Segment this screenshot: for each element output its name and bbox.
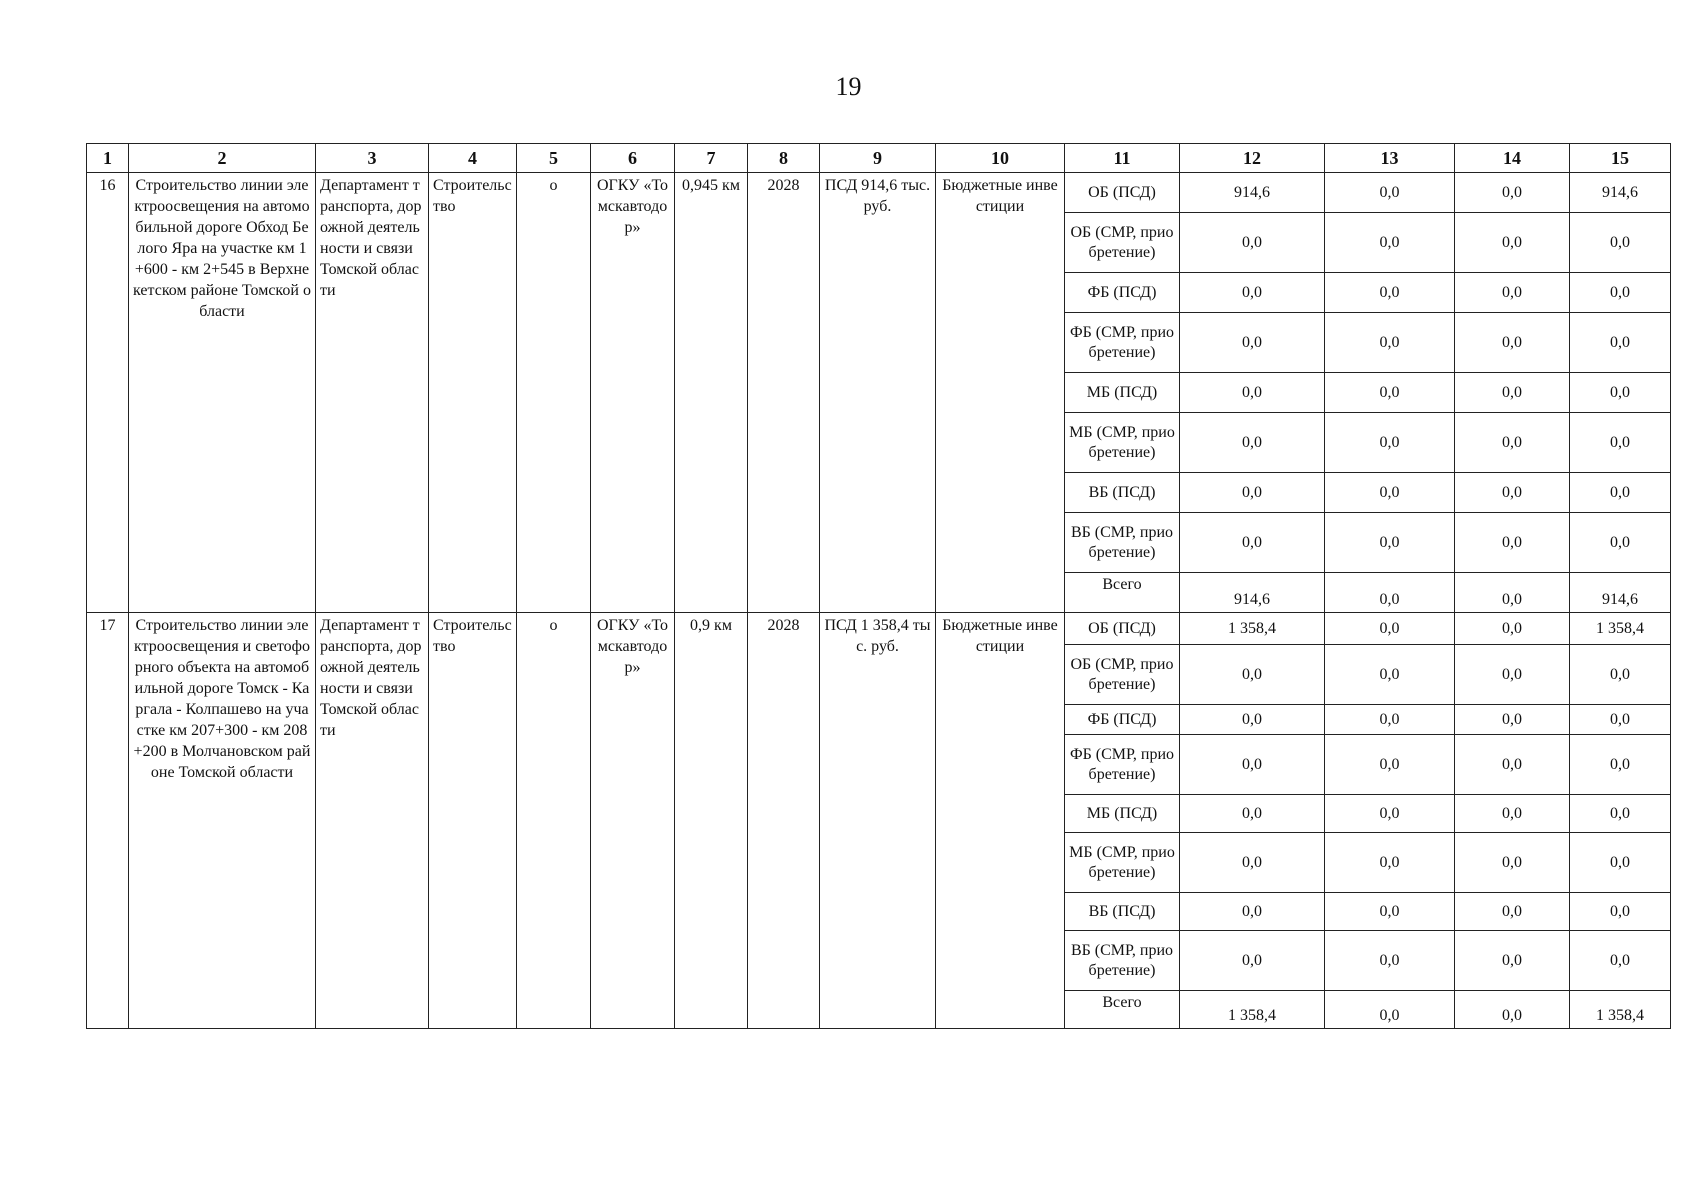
amount-14: 0,0 [1455, 273, 1570, 313]
customer: ОГКУ «Томскавтодор» [591, 173, 675, 613]
column-number: 3 [316, 144, 429, 173]
funding-source: МБ (СМР, приобретение) [1065, 833, 1180, 893]
amount-12: 0,0 [1180, 413, 1325, 473]
department: Департамент транспорта, дорожной деятельности и связи Томской области [316, 173, 429, 613]
work-type: Строительство [429, 173, 517, 613]
total-label: Всего [1065, 573, 1180, 613]
amount-15: 0,0 [1570, 893, 1671, 931]
amount-14: 0,0 [1455, 991, 1570, 1029]
amount-14: 0,0 [1455, 833, 1570, 893]
amount-14: 0,0 [1455, 705, 1570, 735]
amount-14: 0,0 [1455, 573, 1570, 613]
column-number: 11 [1065, 144, 1180, 173]
amount-12: 0,0 [1180, 373, 1325, 413]
amount-12: 914,6 [1180, 173, 1325, 213]
amount-15: 0,0 [1570, 833, 1671, 893]
amount-13: 0,0 [1325, 473, 1455, 513]
amount-13: 0,0 [1325, 735, 1455, 795]
investment-type: Бюджетные инвестиции [936, 613, 1065, 1029]
amount-14: 0,0 [1455, 373, 1570, 413]
funding-source: МБ (ПСД) [1065, 373, 1180, 413]
amount-15: 0,0 [1570, 213, 1671, 273]
amount-12: 0,0 [1180, 795, 1325, 833]
amount-13: 0,0 [1325, 213, 1455, 273]
investment-type: Бюджетные инвестиции [936, 173, 1065, 613]
budget-table [86, 143, 1671, 1029]
estimated-cost: ПСД 914,6 тыс. руб. [820, 173, 936, 613]
funding-source: ВБ (ПСД) [1065, 893, 1180, 931]
year: 2028 [748, 173, 820, 613]
amount-14: 0,0 [1455, 795, 1570, 833]
amount-12: 0,0 [1180, 645, 1325, 705]
amount-13: 0,0 [1325, 273, 1455, 313]
column-number: 5 [517, 144, 591, 173]
funding-source: ФБ (СМР, приобретение) [1065, 735, 1180, 795]
work-type: Строительство [429, 613, 517, 1029]
amount-14: 0,0 [1455, 931, 1570, 991]
amount-15: 0,0 [1570, 413, 1671, 473]
amount-15: 0,0 [1570, 931, 1671, 991]
amount-12: 914,6 [1180, 573, 1325, 613]
column-number: 1 [87, 144, 129, 173]
amount-13: 0,0 [1325, 795, 1455, 833]
amount-14: 0,0 [1455, 613, 1570, 645]
length: 0,945 км [675, 173, 748, 613]
amount-12: 0,0 [1180, 705, 1325, 735]
customer: ОГКУ «Томскавтодор» [591, 613, 675, 1029]
year: 2028 [748, 613, 820, 1029]
amount-12: 0,0 [1180, 735, 1325, 795]
funding-source: МБ (ПСД) [1065, 795, 1180, 833]
funding-row [87, 613, 1671, 645]
amount-15: 914,6 [1570, 173, 1671, 213]
amount-15: 1 358,4 [1570, 613, 1671, 645]
column-number: 13 [1325, 144, 1455, 173]
amount-13: 0,0 [1325, 991, 1455, 1029]
project-name: Строительство линии электроосвещения и светофорного объекта на автомобильной дороге Томск - Каргала - Колпашево на участке км 207+300 - км 208+200 в Молчановском районе Томской области [129, 613, 316, 1029]
amount-15: 0,0 [1570, 313, 1671, 373]
funding-row [87, 173, 1671, 213]
amount-13: 0,0 [1325, 513, 1455, 573]
estimated-cost: ПСД 1 358,4 тыс. руб. [820, 613, 936, 1029]
amount-15: 0,0 [1570, 705, 1671, 735]
funding-source: ВБ (ПСД) [1065, 473, 1180, 513]
column-number: 12 [1180, 144, 1325, 173]
funding-source: ВБ (СМР, приобретение) [1065, 513, 1180, 573]
total-label: Всего [1065, 991, 1180, 1029]
column-5-mark: о [517, 173, 591, 613]
amount-12: 1 358,4 [1180, 613, 1325, 645]
amount-13: 0,0 [1325, 931, 1455, 991]
column-number-row [87, 144, 1671, 173]
amount-14: 0,0 [1455, 645, 1570, 705]
funding-source: ОБ (ПСД) [1065, 173, 1180, 213]
amount-13: 0,0 [1325, 173, 1455, 213]
amount-12: 0,0 [1180, 213, 1325, 273]
column-5-mark: о [517, 613, 591, 1029]
funding-source: ОБ (СМР, приобретение) [1065, 645, 1180, 705]
amount-15: 0,0 [1570, 795, 1671, 833]
funding-source: ФБ (ПСД) [1065, 273, 1180, 313]
amount-12: 0,0 [1180, 313, 1325, 373]
amount-13: 0,0 [1325, 313, 1455, 373]
amount-13: 0,0 [1325, 573, 1455, 613]
project-name: Строительство линии электроосвещения на автомобильной дороге Обход Белого Яра на участке км 1+600 - км 2+545 в Верхнекетском районе Томской области [129, 173, 316, 613]
funding-source: ФБ (СМР, приобретение) [1065, 313, 1180, 373]
amount-13: 0,0 [1325, 645, 1455, 705]
amount-13: 0,0 [1325, 373, 1455, 413]
amount-12: 0,0 [1180, 931, 1325, 991]
page-number: 19 [835, 72, 862, 101]
column-number: 14 [1455, 144, 1570, 173]
column-number: 6 [591, 144, 675, 173]
table-body [87, 144, 1671, 1029]
amount-13: 0,0 [1325, 613, 1455, 645]
column-number: 15 [1570, 144, 1671, 173]
funding-source: ОБ (ПСД) [1065, 613, 1180, 645]
column-number: 8 [748, 144, 820, 173]
funding-source: ОБ (СМР, приобретение) [1065, 213, 1180, 273]
column-number: 7 [675, 144, 748, 173]
column-number: 9 [820, 144, 936, 173]
funding-source: МБ (СМР, приобретение) [1065, 413, 1180, 473]
amount-15: 0,0 [1570, 273, 1671, 313]
amount-12: 0,0 [1180, 833, 1325, 893]
amount-13: 0,0 [1325, 705, 1455, 735]
amount-12: 0,0 [1180, 893, 1325, 931]
amount-14: 0,0 [1455, 173, 1570, 213]
amount-13: 0,0 [1325, 413, 1455, 473]
amount-15: 0,0 [1570, 373, 1671, 413]
amount-15: 0,0 [1570, 645, 1671, 705]
amount-13: 0,0 [1325, 893, 1455, 931]
amount-14: 0,0 [1455, 513, 1570, 573]
project-number: 16 [87, 173, 129, 613]
column-number: 2 [129, 144, 316, 173]
column-number: 10 [936, 144, 1065, 173]
length: 0,9 км [675, 613, 748, 1029]
amount-15: 0,0 [1570, 513, 1671, 573]
amount-12: 0,0 [1180, 273, 1325, 313]
amount-12: 0,0 [1180, 473, 1325, 513]
amount-15: 914,6 [1570, 573, 1671, 613]
amount-15: 0,0 [1570, 473, 1671, 513]
amount-14: 0,0 [1455, 413, 1570, 473]
project-number: 17 [87, 613, 129, 1029]
amount-13: 0,0 [1325, 833, 1455, 893]
amount-15: 1 358,4 [1570, 991, 1671, 1029]
amount-14: 0,0 [1455, 213, 1570, 273]
amount-14: 0,0 [1455, 735, 1570, 795]
amount-14: 0,0 [1455, 473, 1570, 513]
amount-14: 0,0 [1455, 313, 1570, 373]
department: Департамент транспорта, дорожной деятельности и связи Томской области [316, 613, 429, 1029]
amount-14: 0,0 [1455, 893, 1570, 931]
amount-15: 0,0 [1570, 735, 1671, 795]
funding-source: ВБ (СМР, приобретение) [1065, 931, 1180, 991]
amount-12: 1 358,4 [1180, 991, 1325, 1029]
amount-12: 0,0 [1180, 513, 1325, 573]
funding-source: ФБ (ПСД) [1065, 705, 1180, 735]
column-number: 4 [429, 144, 517, 173]
